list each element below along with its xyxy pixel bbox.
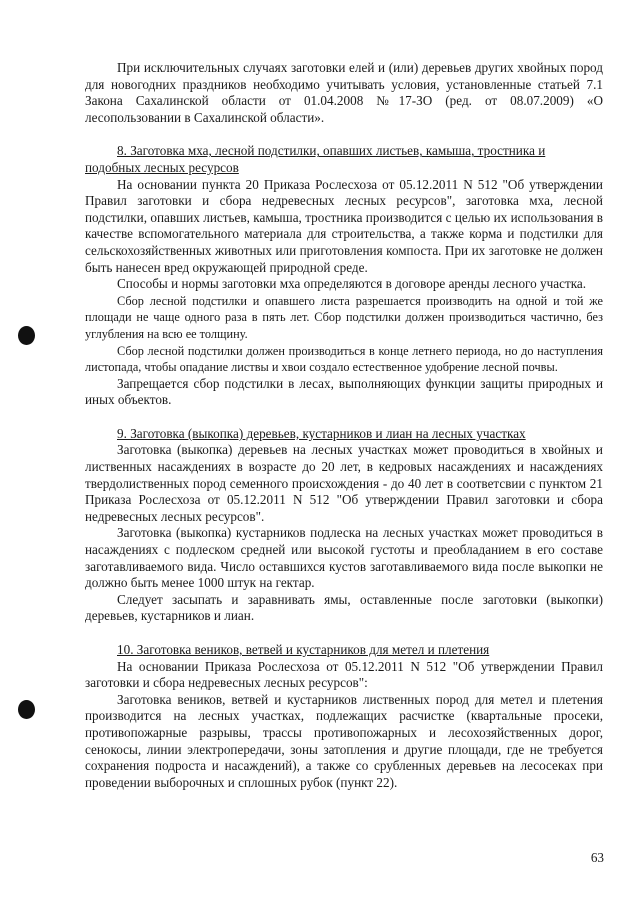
- section-8-heading: 8. Заготовка мха, лесной подстилки, опавших листьев, камыша, тростника и подобных лесных ресурсов: [85, 143, 546, 175]
- document-page: [85, 60, 603, 791]
- section-8-paragraph-4: Сбор лесной подстилки должен производиться в конце летнего периода, но до наступления листопада, чтобы опадание листвы и хвои создало естественное удобрение лесной почвы.: [85, 343, 603, 375]
- section-9-paragraph-2: Заготовка (выкопка) кустарников подлеска на лесных участках может проводиться в насаждениях с подлеском средней или высокой густоты и преобладанием в его составе заготавливаемого вида. Число оставшихся кустов заготавливаемого вида после выкопки не должно быть менее 1000 штук на гектар.: [85, 525, 603, 591]
- punch-hole-lower: [18, 700, 35, 719]
- section-8-paragraph-3: Сбор лесной подстилки и опавшего листа разрешается производить на одной и той же площади не чаще одного раза в пять лет. Сбор подстилки должен производиться частично, без углубления на всю ее толщину.: [85, 293, 603, 341]
- intro-paragraph: При исключительных случаях заготовки елей и (или) деревьев других хвойных пород для новогодних праздников необходимо учитывать условия, установленные статьей 7.1 Закона Сахалинской области от 01.04.2008 №17-ЗО (ред. от 08.07.2009) «О лесопользовании в Сахалинской области».: [85, 60, 603, 125]
- section-9-paragraph-3: Следует засыпать и заравнивать ямы, оставленные после заготовки (выкопки) деревьев, кустарников и лиан.: [85, 591, 603, 624]
- section-10-paragraph-2: Заготовка веников, ветвей и кустарников лиственных пород для метел и плетения производится на лесных участках, подлежащих расчистке (квартальные просеки, противопожарные разрывы, трассы противопожарных и лесохозяйственных дорог, сенокосы, линии электропередачи, зоны затопления и другие площади, где не требуется сохранения подроста и насаждений), а также со срубленных деревьев на лесосеках при проведении выборочных и сплошных рубок (пункт 22).: [85, 691, 603, 790]
- section-10-heading: 10. Заготовка веников, ветвей и кустарников для метел и плетения: [117, 642, 490, 657]
- section-8-paragraph-1: На основании пункта 20 Приказа Рослесхоза от 05.12.2011 N 512 "Об утверждении Правил заготовки и сбора недревесных лесных ресурсов", заготовка мха, лесной подстилки, опавших листьев, камыша, тростника производится с целью их использования в качестве вспомогательного материала для строительства, а также корма и подстилки для сельскохозяйственных животных или приготовления компоста. При их заготовке не должен быть нанесен вред окружающей природной среде.: [85, 176, 603, 275]
- section-8-paragraph-2: Способы и нормы заготовки мха определяются в договоре аренды лесного участка.: [117, 276, 587, 292]
- page-number: 63: [590, 850, 604, 865]
- spacer: [85, 625, 603, 642]
- section-10-paragraph-1: На основании Приказа Рослесхоза от 05.12.2011 N 512 "Об утверждении Правил заготовки и сбора недревесных лесных ресурсов":: [85, 658, 603, 691]
- section-9-heading: 9. Заготовка (выкопка) деревьев, кустарников и лиан на лесных участках: [117, 425, 526, 441]
- section-8-paragraph-5: Запрещается сбор подстилки в лесах, выполняющих функции защиты природных и иных объектов.: [85, 375, 603, 408]
- spacer: [85, 126, 603, 143]
- section-9-paragraph-1: Заготовка (выкопка) деревьев на лесных участках может проводиться в хвойных и лиственных насаждениях в возрасте до 20 лет, в кедровых насаждениях и насаждениях твердолиственных пород семенного происхождения - до 40 лет в соответсвии с пунктом 21 Приказа Рослесхоза от 05.12.2011 N 512 "Об утверждении Правил заготовки и сбора недревесных лесных ресурсов".: [85, 442, 603, 524]
- spacer: [85, 409, 603, 426]
- punch-hole-upper: [18, 326, 35, 345]
